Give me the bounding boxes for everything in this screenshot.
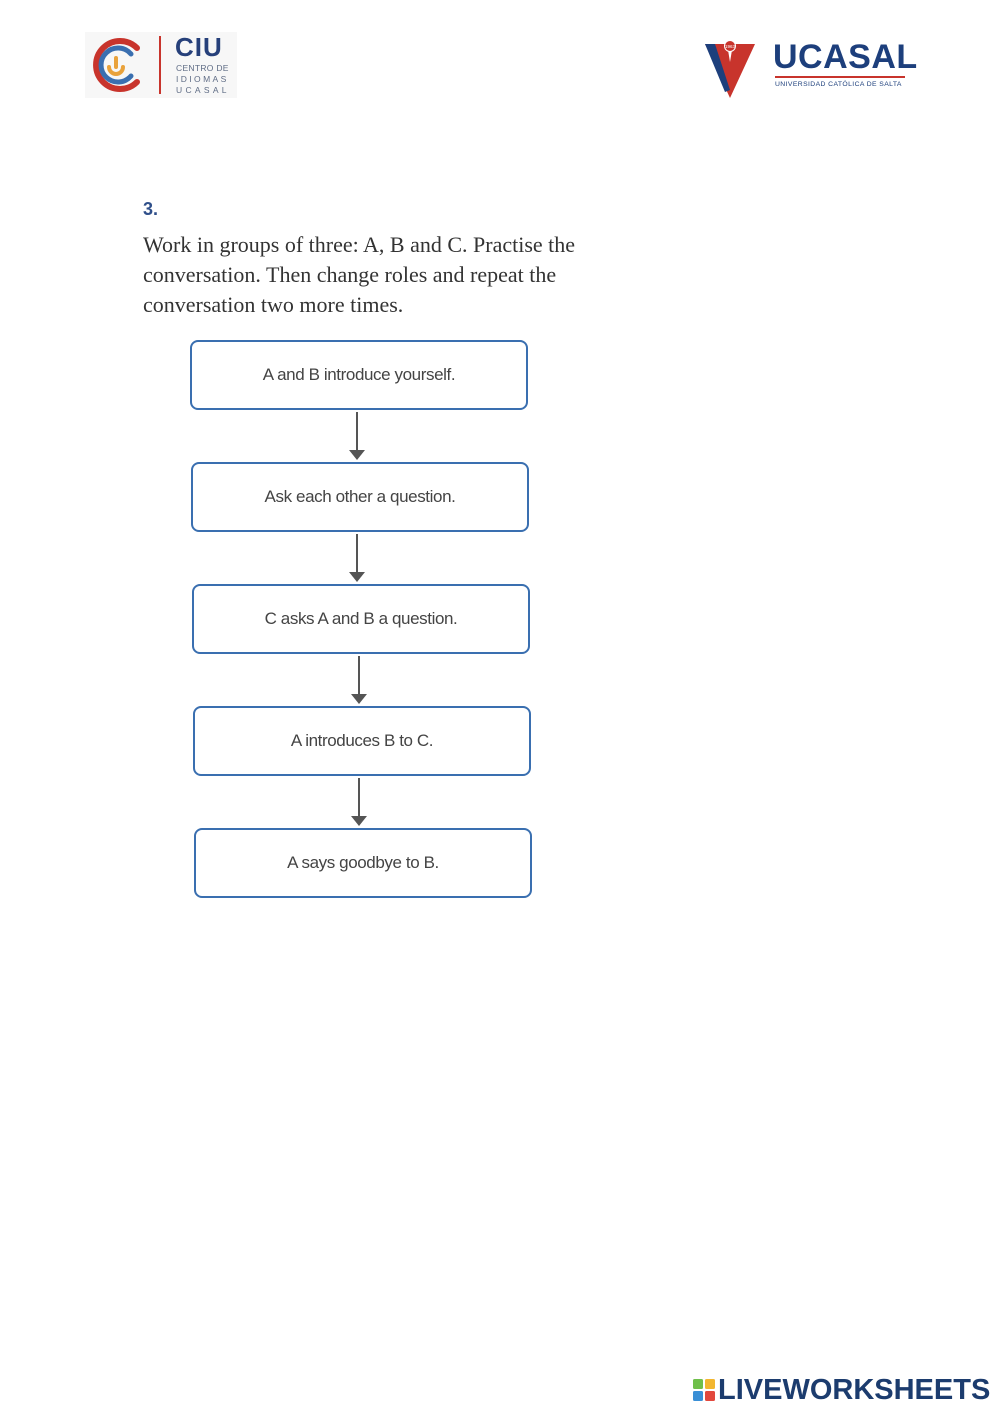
ciu-subtitle-line3: UCASAL [176, 85, 230, 95]
ucasal-subtitle: UNIVERSIDAD CATÓLICA DE SALTA [775, 81, 902, 88]
ucasal-emblem-icon [705, 40, 755, 98]
ucasal-title: UCASAL [773, 38, 918, 76]
liveworksheets-logo-icon [693, 1379, 715, 1401]
ciu-subtitle-line2: IDIOMAS [176, 74, 229, 84]
exercise-number: 3. [143, 199, 159, 219]
liveworksheets-text: LIVEWORKSHEETS [718, 1373, 991, 1406]
ciu-logo [85, 32, 237, 98]
ciu-title: CIU [175, 32, 223, 62]
ucasal-logo [705, 38, 918, 100]
ciu-emblem-icon [85, 34, 147, 96]
ciu-subtitle-line1: CENTRO DE [176, 63, 229, 73]
arrow-down-icon [351, 656, 367, 704]
flow-step-5: A says goodbye to B. [194, 828, 532, 898]
exercise-instructions: Work in groups of three: A, B and C. Practise the conversation. Then change roles and repeat the conversation two more times. [143, 232, 576, 317]
arrow-down-icon [349, 412, 365, 460]
liveworksheets-brand [693, 1374, 990, 1406]
flow-step-2: Ask each other a question. [191, 462, 529, 532]
ucasal-emblem-text: 1963 [724, 44, 736, 49]
arrow-down-icon [349, 534, 365, 582]
ciu-divider [159, 36, 161, 94]
flow-step-4: A introduces B to C. [193, 706, 531, 776]
arrow-down-icon [351, 778, 367, 826]
flow-step-3: C asks A and B a question. [192, 584, 530, 654]
flow-step-1: A and B introduce yourself. [190, 340, 528, 410]
ucasal-divider [775, 76, 905, 78]
